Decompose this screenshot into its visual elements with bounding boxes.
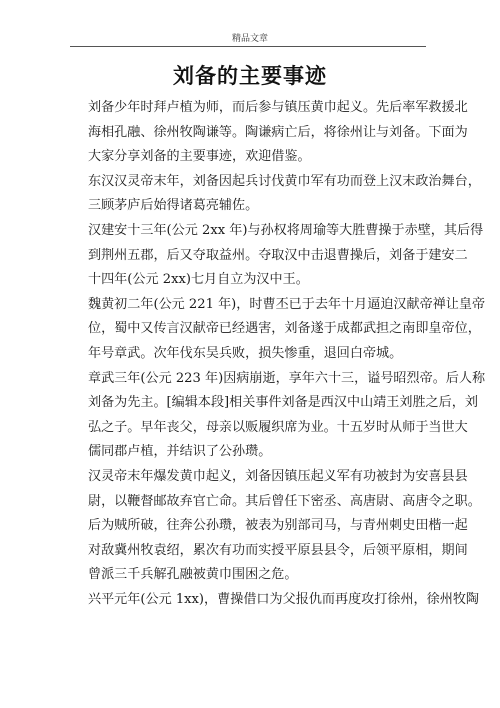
text-line: 位，蜀中又传言汉献帝已经遇害，刘备遂于成都武担之南即皇帝位，	[88, 321, 481, 337]
text-line: 大家分享刘备的主要事迹，欢迎借鉴。	[88, 149, 311, 165]
text-line: 三顾茅庐后始得诸葛亮辅佐。	[88, 198, 259, 214]
article-title: 刘备的主要事迹	[173, 63, 327, 88]
text-line: 兴平元年(公元 1xx)，曹操借口为父报仇而再度攻打徐州，徐州牧陶	[88, 591, 480, 607]
text-line: 魏黄初二年(公元 221 年)，时曹丕已于去年十月逼迫汉献帝禅让皇帝	[88, 296, 486, 312]
text-line: 海相孔融、徐州牧陶谦等。陶谦病亡后，将徐州让与刘备。下面为	[88, 124, 468, 140]
text-line: 尉，以鞭督邮故弃官亡命。其后曾任下密丞、高唐尉、高唐令之职。	[88, 493, 481, 509]
text-line: 章武三年(公元 223 年)因病崩逝，享年六十三，谥号昭烈帝。后人称	[88, 370, 486, 386]
text-line: 后为贼所破，往奔公孙瓒，被表为别部司马，与青州刺史田楷一起	[88, 518, 468, 534]
paragraph-6	[88, 465, 481, 588]
paragraph-2	[88, 170, 481, 219]
text-line: 到荆州五郡，后又夺取益州。夺取汉中击退曹操后，刘备于建安二	[88, 247, 468, 263]
paragraph-1	[88, 96, 468, 170]
text-line: 汉灵帝末年爆发黄巾起义，刘备因镇压起义军有功被封为安喜县县	[88, 468, 468, 484]
text-line: 东汉汉灵帝末年，刘备因起兵讨伐黄巾军有功而登上汉末政治舞台，	[88, 173, 481, 189]
article-body	[88, 96, 486, 612]
text-line: 刘备为先主。[编辑本段]相关事件刘备是西汉中山靖王刘胜之后，刘	[88, 395, 478, 411]
paragraph-7	[88, 588, 480, 613]
text-line: 汉建安十三年(公元 2xx 年)与孙权将周瑜等大胜曹操于赤壁，其后得	[88, 222, 484, 238]
text-line: 儒同郡卢植，并结识了公孙瓒。	[88, 444, 272, 460]
text-line: 对敌冀州牧袁绍，累次有功而实授平原县县令，后领平原相，期间	[88, 542, 468, 558]
text-line: 十四年(公元 2xx)七月自立为汉中王。	[88, 272, 309, 288]
paragraph-4	[88, 293, 486, 367]
paragraph-3	[88, 219, 484, 293]
paragraph-5	[88, 367, 486, 465]
text-line: 弘之子。早年丧父，母亲以贩履织席为业。十五岁时从师于当世大	[88, 419, 468, 435]
page-header-label: 精品文章	[231, 34, 268, 44]
header-divider	[70, 46, 426, 47]
text-line: 刘备少年时拜卢植为师，而后参与镇压黄巾起义。先后率军救援北	[88, 100, 468, 115]
text-line: 年号章武。次年伐东吴兵败，损失惨重，退回白帝城。	[88, 345, 403, 361]
text-line: 曾派三千兵解孔融被黄巾围困之危。	[88, 567, 298, 583]
